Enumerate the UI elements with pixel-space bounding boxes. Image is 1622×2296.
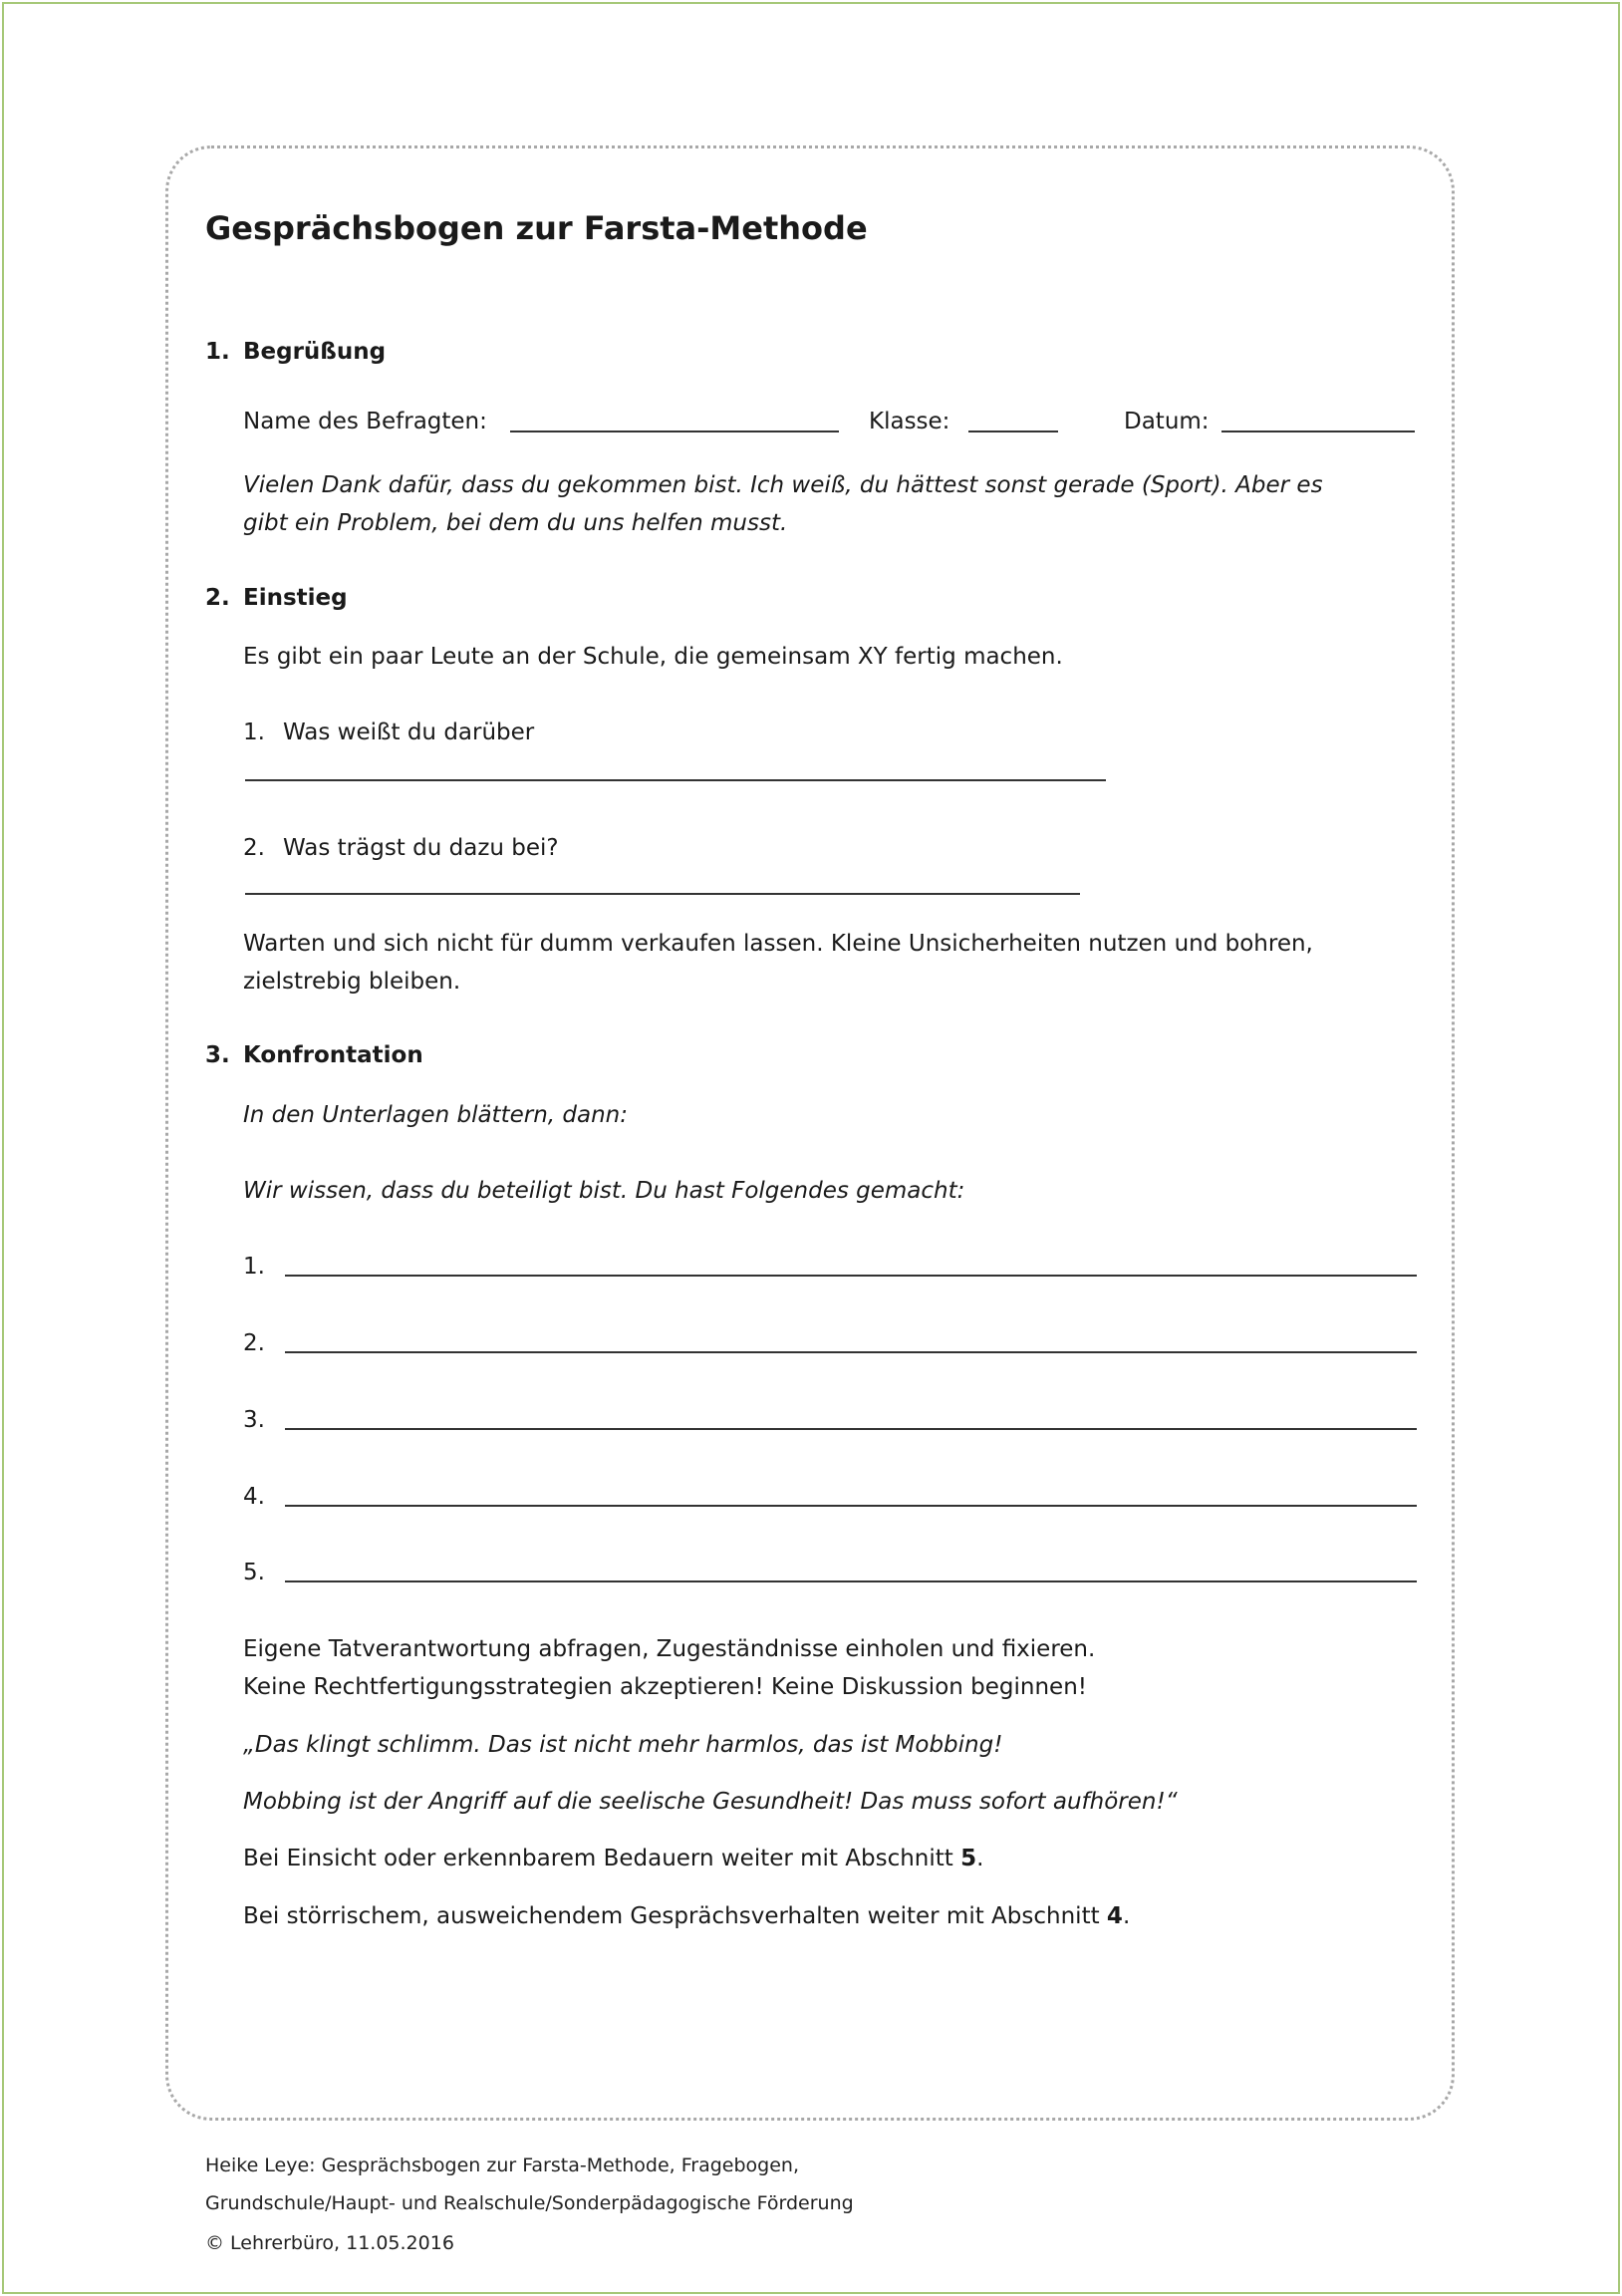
section-1-number: 1. [205, 339, 230, 365]
question-2-answer-line[interactable] [245, 893, 1080, 895]
section-2-number: 2. [205, 585, 230, 611]
klasse-label: Klasse: [869, 409, 950, 434]
blank-item-3-line[interactable] [285, 1428, 1417, 1430]
instruction-line-2: Keine Rechtfertigungsstrategien akzeptieren! Keine Diskussion beginnen! [243, 1674, 1088, 1700]
name-label: Name des Befragten: [243, 409, 487, 434]
section-3-heading [205, 1042, 423, 1068]
section-2-title: Einstieg [243, 585, 348, 611]
section-1-title: Begrüßung [243, 339, 387, 365]
section-1-heading [205, 339, 386, 365]
instruction-line-1: Eigene Tatverantwortung abfragen, Zugeständnisse einholen und fixieren. [243, 1636, 1096, 1662]
quote-line-2: Mobbing ist der Angriff auf die seelische Gesundheit! Das muss sofort aufhören!“ [243, 1789, 1178, 1815]
next-step-1-ref: 5 [960, 1846, 977, 1871]
next-step-2-ref: 4 [1106, 1903, 1123, 1929]
datum-label: Datum: [1124, 409, 1210, 434]
next-step-1-text: Bei Einsicht oder erkennbarem Bedauern weiter mit Abschnitt [243, 1846, 961, 1871]
blank-item-2-line[interactable] [285, 1351, 1417, 1353]
section-3-number: 3. [205, 1042, 230, 1068]
name-field[interactable] [510, 430, 839, 432]
datum-field[interactable] [1221, 430, 1415, 432]
question-2-number: 2. [243, 835, 265, 861]
blank-item-5-line[interactable] [285, 1580, 1417, 1582]
konfrontation-statement: Wir wissen, dass du beteiligt bist. Du hast Folgendes gemacht: [243, 1178, 965, 1204]
blank-item-5-number: 5. [243, 1560, 265, 1585]
greeting-line-2: gibt ein Problem, bei dem du uns helfen musst. [243, 510, 788, 536]
blank-item-4-line[interactable] [285, 1505, 1417, 1507]
blank-item-4-number: 4. [243, 1484, 265, 1510]
einstieg-note-line-2: zielstrebig bleiben. [243, 969, 461, 995]
question-1-text: Was weißt du darüber [283, 719, 535, 745]
document-title: Gesprächsbogen zur Farsta-Methode [205, 209, 868, 247]
einstieg-intro: Es gibt ein paar Leute an der Schule, die gemeinsam XY fertig machen. [243, 644, 1063, 670]
blank-item-2-number: 2. [243, 1330, 265, 1356]
greeting-line-1: Vielen Dank dafür, dass du gekommen bist. Ich weiß, du hättest sonst gerade (Sport). Aber es [243, 472, 1323, 498]
footer-line-3: © Lehrerbüro, 11.05.2016 [205, 2232, 454, 2254]
next-step-2-end: . [1122, 1903, 1131, 1929]
next-step-1 [243, 1840, 983, 1877]
question-2-text: Was trägst du dazu bei? [283, 835, 559, 861]
quote-line-1: „Das klingt schlimm. Das ist nicht mehr harmlos, das ist Mobbing! [243, 1732, 1003, 1758]
blank-item-1-line[interactable] [285, 1275, 1417, 1277]
question-1-answer-line[interactable] [245, 779, 1106, 781]
footer-line-1: Heike Leye: Gesprächsbogen zur Farsta-Methode, Fragebogen, [205, 2154, 800, 2176]
einstieg-note-line-1: Warten und sich nicht für dumm verkaufen lassen. Kleine Unsicherheiten nutzen und bohren, [243, 931, 1313, 957]
next-step-2-text: Bei störrischem, ausweichendem Gesprächsverhalten weiter mit Abschnitt [243, 1903, 1107, 1929]
konfrontation-intro: In den Unterlagen blättern, dann: [243, 1102, 628, 1128]
section-2-heading [205, 585, 348, 611]
footer-line-2: Grundschule/Haupt- und Realschule/Sonderpädagogische Förderung [205, 2192, 854, 2214]
next-step-1-end: . [976, 1846, 984, 1871]
klasse-field[interactable] [968, 430, 1058, 432]
blank-item-1-number: 1. [243, 1254, 265, 1280]
question-1-number: 1. [243, 719, 265, 745]
next-step-2 [243, 1897, 1130, 1935]
section-3-title: Konfrontation [243, 1042, 423, 1068]
blank-item-3-number: 3. [243, 1407, 265, 1433]
